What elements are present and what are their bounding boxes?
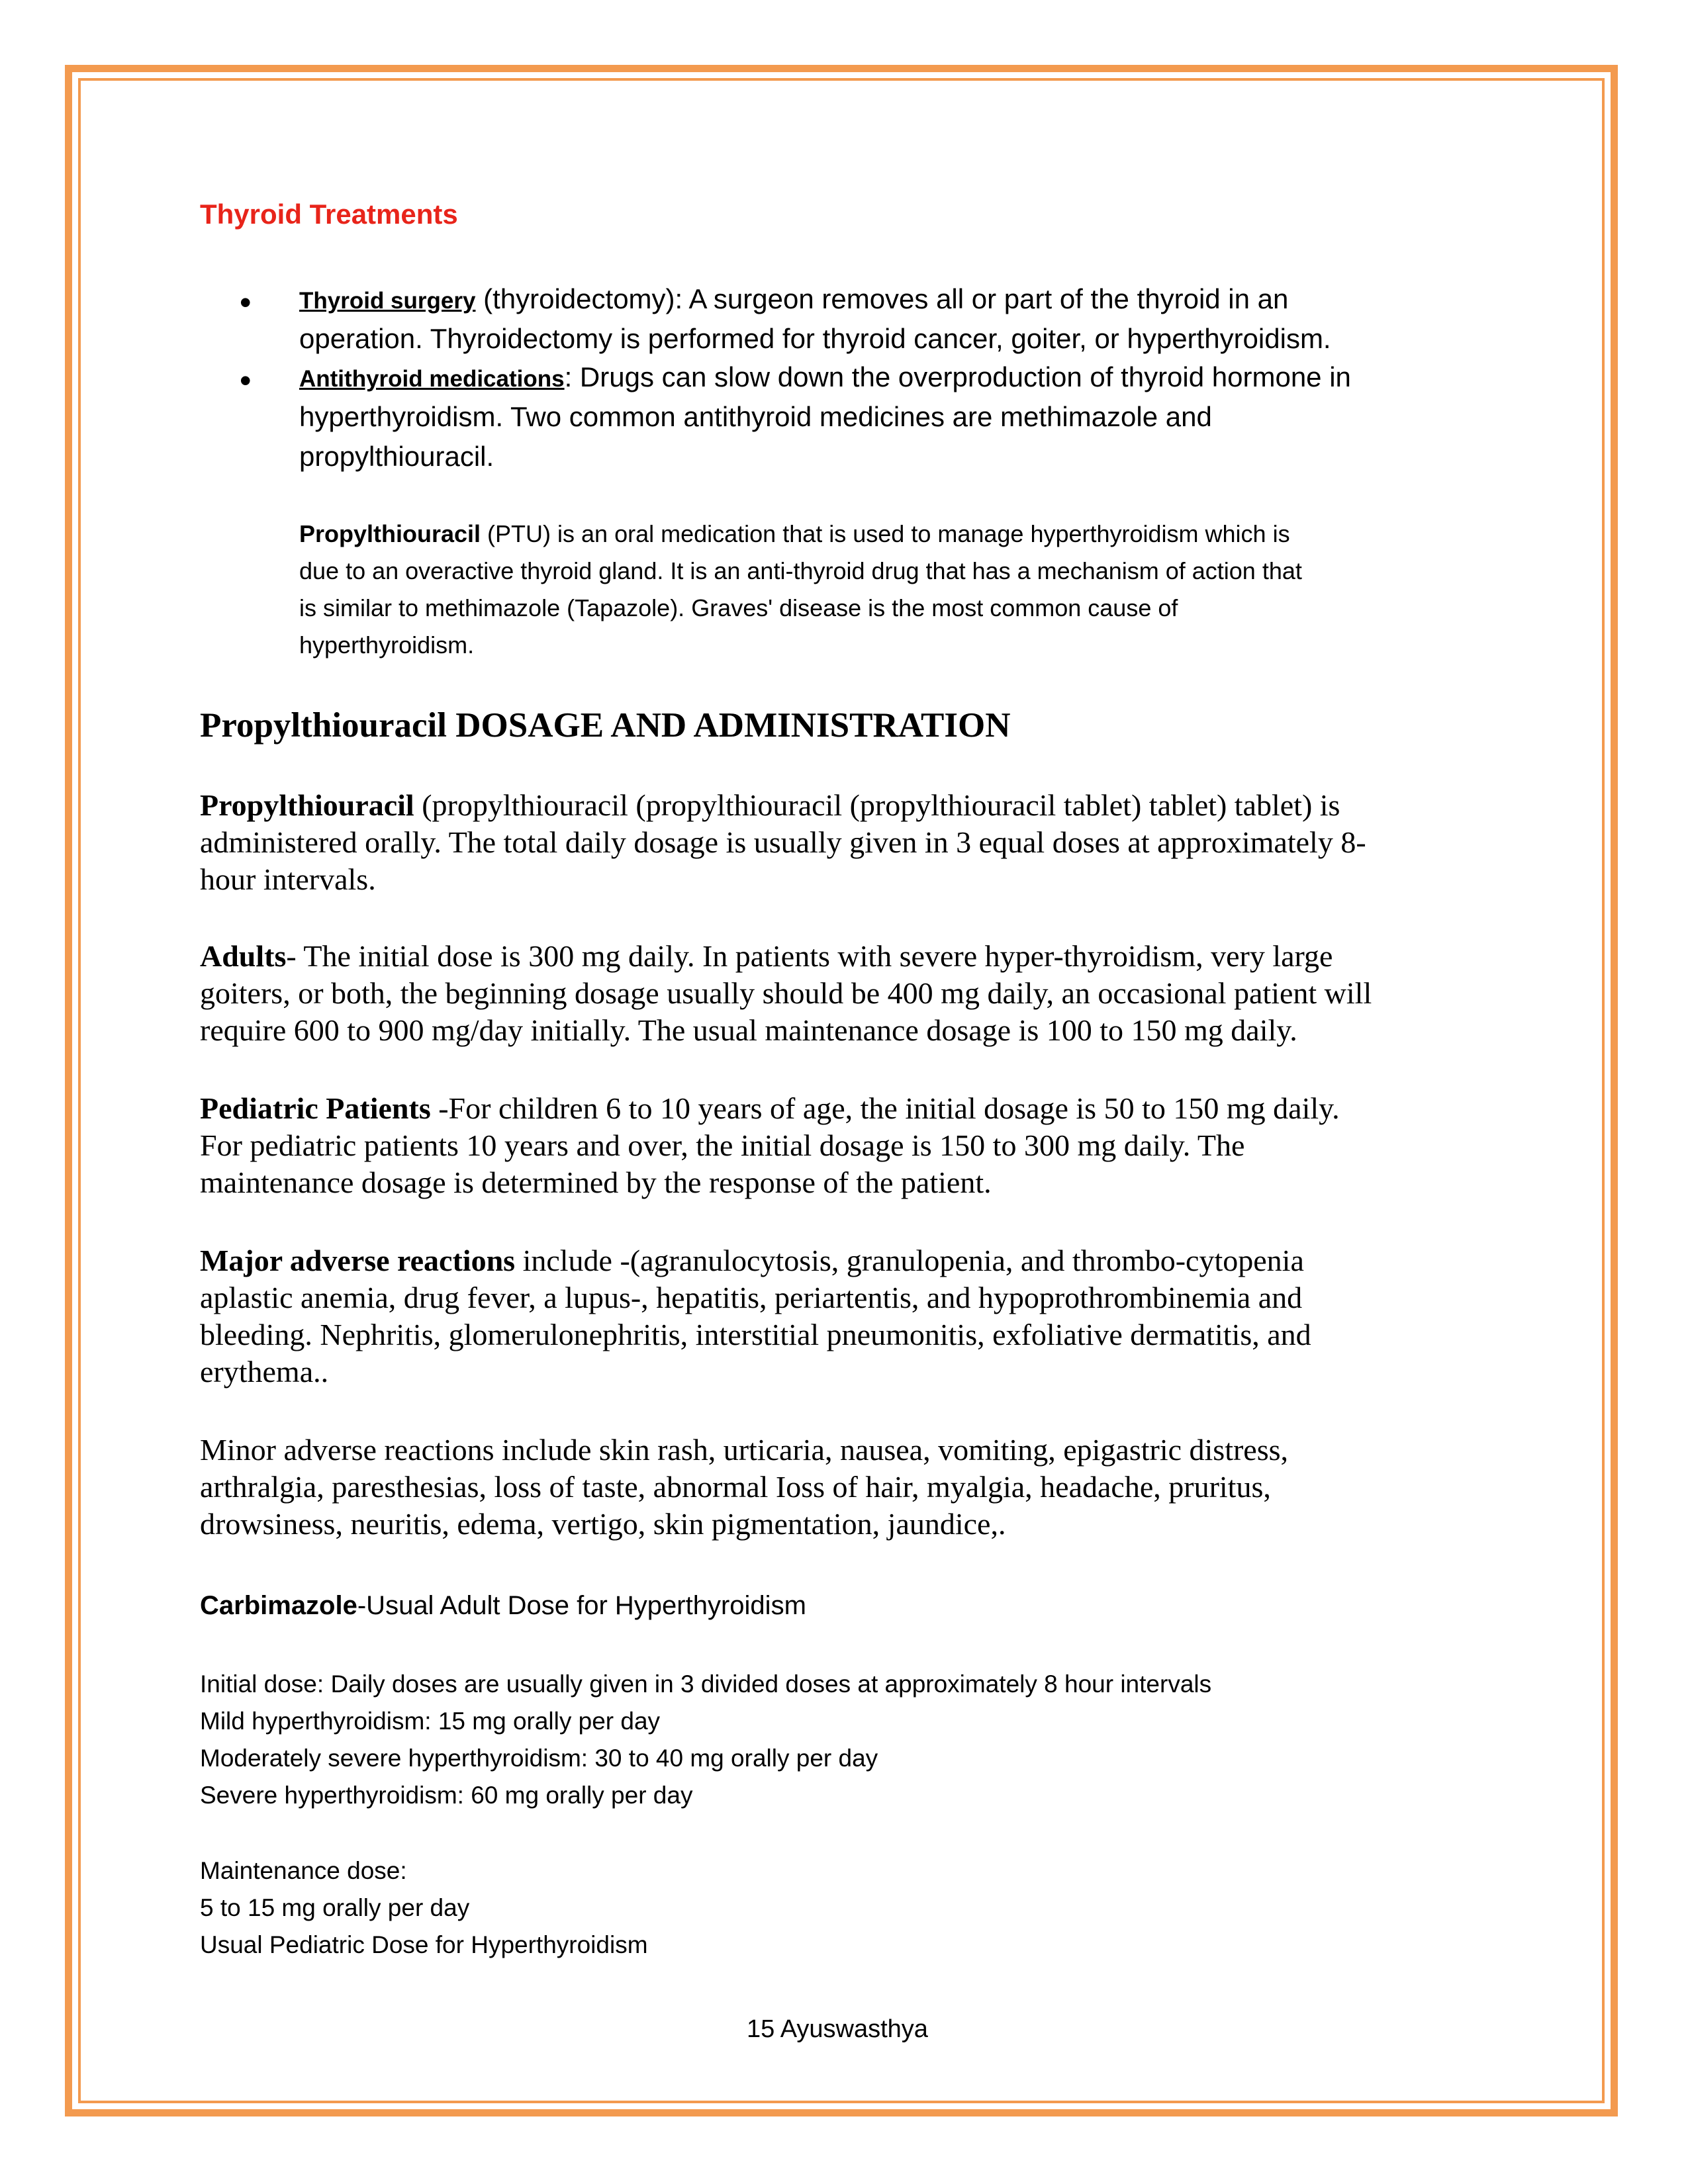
maintenance-line: Maintenance dose: bbox=[200, 1857, 407, 1884]
carbimazole-heading: Carbimazole-Usual Adult Dose for Hyperthyroidism bbox=[200, 1591, 806, 1620]
adults-line-3: require 600 to 900 mg/day initially. The usual maintenance dosage is 100 to 150 mg daily. bbox=[200, 1013, 1297, 1047]
carbimazole-line: Severe hyperthyroidism: 60 mg orally per day bbox=[200, 1782, 693, 1809]
admin-line-2: administered orally. The total daily dosage is usually given in 3 equal doses at approximately 8- bbox=[200, 825, 1366, 859]
pediatric-line-3: maintenance dosage is determined by the response of the patient. bbox=[200, 1165, 992, 1199]
minor-line-2: arthralgia, paresthesias, loss of taste, abnormal Ioss of hair, myalgia, headache, pruritus, bbox=[200, 1470, 1271, 1504]
major-line-4: erythema.. bbox=[200, 1355, 329, 1388]
major-line-1: Major adverse reactions include -(agranulocytosis, granulopenia, and thrombo-cytopenia bbox=[200, 1244, 1304, 1277]
bullet-dot: • bbox=[240, 362, 252, 399]
bullet-1-line-2: operation. Thyroidectomy is performed for thyroid cancer, goiter, or hyperthyroidism. bbox=[299, 323, 1331, 354]
ptu-line-1: Propylthiouracil (PTU) is an oral medication that is used to manage hyperthyroidism which is bbox=[299, 520, 1290, 547]
dosage-heading: Propylthiouracil DOSAGE AND ADMINISTRATION bbox=[200, 706, 1011, 745]
ptu-line-4: hyperthyroidism. bbox=[299, 631, 475, 659]
pediatric-line-2: For pediatric patients 10 years and over, the initial dosage is 150 to 300 mg daily. The bbox=[200, 1128, 1245, 1162]
admin-line-3: hour intervals. bbox=[200, 862, 376, 896]
bullet-2-label: Antithyroid medications bbox=[299, 366, 565, 392]
maintenance-line: Usual Pediatric Dose for Hyperthyroidism bbox=[200, 1931, 648, 1958]
minor-line-3: drowsiness, neuritis, edema, vertigo, skin pigmentation, jaundice,. bbox=[200, 1507, 1006, 1541]
bullet-dot: • bbox=[240, 284, 252, 321]
bullet-1-line-1: Thyroid surgery (thyroidectomy): A surgeon removes all or part of the thyroid in an bbox=[299, 283, 1289, 314]
ptu-line-3: is similar to methimazole (Tapazole). Graves' disease is the most common cause of bbox=[299, 594, 1178, 621]
minor-line-1: Minor adverse reactions include skin rash, urticaria, nausea, vomiting, epigastric distress, bbox=[200, 1433, 1289, 1467]
carbimazole-line: Initial dose: Daily doses are usually given in 3 divided doses at approximately 8 hour intervals bbox=[200, 1670, 1212, 1698]
adults-line-1: Adults- The initial dose is 300 mg daily. In patients with severe hyper-thyroidism, very large bbox=[200, 939, 1333, 973]
admin-line-1: Propylthiouracil (propylthiouracil (propylthiouracil (propylthiouracil tablet) tablet) tablet) is bbox=[200, 788, 1340, 822]
adults-line-2: goiters, or both, the beginning dosage usually should be 400 mg daily, an occasional patient will bbox=[200, 976, 1372, 1010]
maintenance-line: 5 to 15 mg orally per day bbox=[200, 1894, 470, 1921]
carbimazole-line: Mild hyperthyroidism: 15 mg orally per day bbox=[200, 1707, 661, 1735]
carbimazole-line: Moderately severe hyperthyroidism: 30 to 40 mg orally per day bbox=[200, 1745, 878, 1772]
major-line-3: bleeding. Nephritis, glomerulonephritis, interstitial pneumonitis, exfoliative dermatitis, and bbox=[200, 1318, 1311, 1351]
section-title: Thyroid Treatments bbox=[200, 199, 458, 230]
bullet-2-line-1: Antithyroid medications: Drugs can slow down the overproduction of thyroid hormone in bbox=[299, 361, 1351, 392]
ptu-line-2: due to an overactive thyroid gland. It is an anti-thyroid drug that has a mechanism of action that bbox=[299, 557, 1302, 584]
major-line-2: aplastic anemia, drug fever, a lupus-, hepatitis, periartentis, and hypoprothrombinemia and bbox=[200, 1281, 1303, 1314]
bullet-2-line-3: propylthiouracil. bbox=[299, 441, 494, 472]
page-footer: 15 Ayuswasthya bbox=[747, 2015, 928, 2043]
pediatric-line-1: Pediatric Patients -For children 6 to 10 years of age, the initial dosage is 50 to 150 mg daily. bbox=[200, 1091, 1340, 1125]
bullet-2-line-2: hyperthyroidism. Two common antithyroid medicines are methimazole and bbox=[299, 401, 1212, 432]
ptu-bold: Propylthiouracil bbox=[299, 520, 481, 547]
bullet-1-label: Thyroid surgery bbox=[299, 288, 476, 314]
